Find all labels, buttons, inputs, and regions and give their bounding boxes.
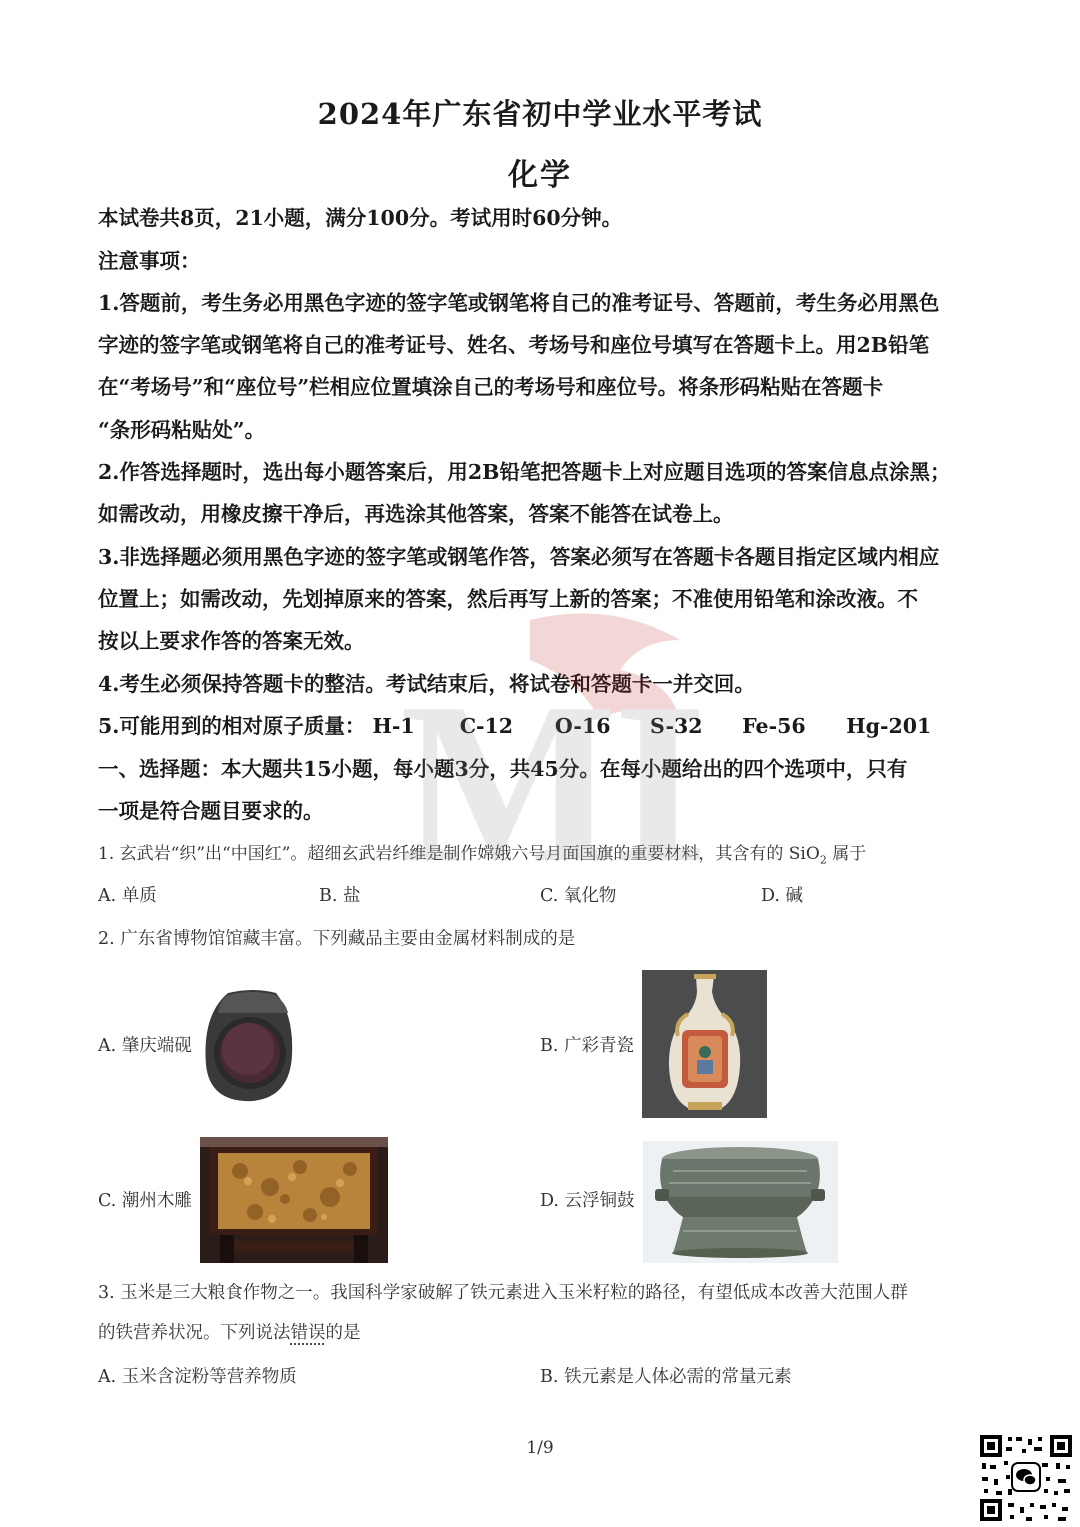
question-3-stem-line1: 3. 玉米是三大粮食作物之一。我国科学家破解了铁元素进入玉米籽粒的路径，有望低成本改善大范围人群 <box>98 1283 908 1303</box>
question-2-stem: 2. 广东省博物馆馆藏丰富。下列藏品主要由金属材料制成的是 <box>98 929 576 949</box>
page-number: 1/9 <box>526 1438 554 1458</box>
question-3-option-a: A. 玉米含淀粉等营养物质 <box>98 1367 297 1387</box>
exam-title: 2024年广东省初中学业水平考试 <box>317 97 763 131</box>
atomic-mass-label: 5.可能用到的相对原子质量： <box>98 714 366 738</box>
question-1-option-a: A. 单质 <box>98 886 157 906</box>
inkstone-image <box>198 985 298 1105</box>
svg-text:ML: ML <box>400 655 700 900</box>
note-line: 如需改动，用橡皮擦干净后，再选涂其他答案，答案不能答在试卷上。 <box>98 502 734 526</box>
atomic-mass-item: H-1 <box>372 714 415 738</box>
atomic-mass-item: Hg-201 <box>846 714 932 738</box>
section-heading: 一项是符合题目要求的。 <box>98 799 324 823</box>
question-1-option-d: D. 碱 <box>761 886 804 906</box>
note-line: 4.考生必须保持答题卡的整洁。考试结束后，将试卷和答题卡一并交回。 <box>98 672 755 696</box>
question-1-stem: 1. 玄武岩“织”出“中国红”。超细玄武岩纤维是制作嫦娥六号月面国旗的重要材料，其含有的 SiO$_2$ 属于 <box>98 844 867 867</box>
question-3-stem-line2: 的铁营养状况。下列说法错误的是 <box>98 1323 361 1343</box>
question-3-option-b: B. 铁元素是人体必需的常量元素 <box>540 1367 792 1387</box>
intro-line: 本试卷共8页，21小题，满分100分。考试用时60分钟。 <box>98 206 623 230</box>
qr-code-icon[interactable] <box>978 1433 1074 1523</box>
question-2-option-a: A. 肇庆端砚 <box>98 1036 192 1056</box>
section-heading: 一、选择题：本大题共15小题，每小题3分，共45分。在每小题给出的四个选项中，只有 <box>98 757 908 781</box>
question-2-option-d: D. 云浮铜鼓 <box>540 1191 635 1211</box>
bronze-drum-image <box>643 1141 838 1263</box>
atomic-mass-item: O-16 <box>554 714 611 738</box>
note-line: “条形码粘贴处”。 <box>98 418 266 442</box>
atomic-mass-item: S-32 <box>649 714 703 738</box>
notes-heading: 注意事项： <box>98 249 201 273</box>
note-line: 按以上要求作答的答案无效。 <box>98 629 365 653</box>
note-line: 3.非选择题必须用黑色字迹的签字笔或钢笔作答，答案必须写在答题卡各题目指定区域内相应 <box>98 545 940 569</box>
note-line: 位置上；如需改动，先划掉原来的答案，然后再写上新的答案；不准使用铅笔和涂改液。不 <box>98 587 918 611</box>
emphasis-mark: 错误 <box>290 1323 326 1343</box>
vase-image <box>642 970 767 1118</box>
note-line: 2.作答选择题时，选出每小题答案后，用2B铅笔把答题卡上对应题目选项的答案信息点涂黑； <box>98 460 951 484</box>
question-2-option-c: C. 潮州木雕 <box>98 1191 192 1211</box>
question-1-option-c: C. 氧化物 <box>540 886 617 906</box>
note-line: 在“考场号”和“座位号”栏相应位置填涂自己的考场号和座位号。将条形码粘贴在答题卡 <box>98 375 884 399</box>
question-1-option-b: B. 盐 <box>319 886 361 906</box>
atomic-mass-item: C-12 <box>459 714 514 738</box>
note-line: 1.答题前，考生务必用黑色字迹的签字笔或钢笔将自己的准考证号、答题前，考生务必用黑色 <box>98 291 940 315</box>
atomic-mass-item: Fe-56 <box>742 714 806 738</box>
wood-carving-image <box>200 1137 388 1263</box>
subject-title: 化学 <box>508 158 572 193</box>
atomic-mass-line <box>98 711 988 741</box>
question-2-option-b: B. 广彩青瓷 <box>540 1036 634 1056</box>
note-line: 字迹的签字笔或钢笔将自己的准考证号、姓名、考场号和座位号填写在答题卡上。用2B铅笔 <box>98 333 930 357</box>
